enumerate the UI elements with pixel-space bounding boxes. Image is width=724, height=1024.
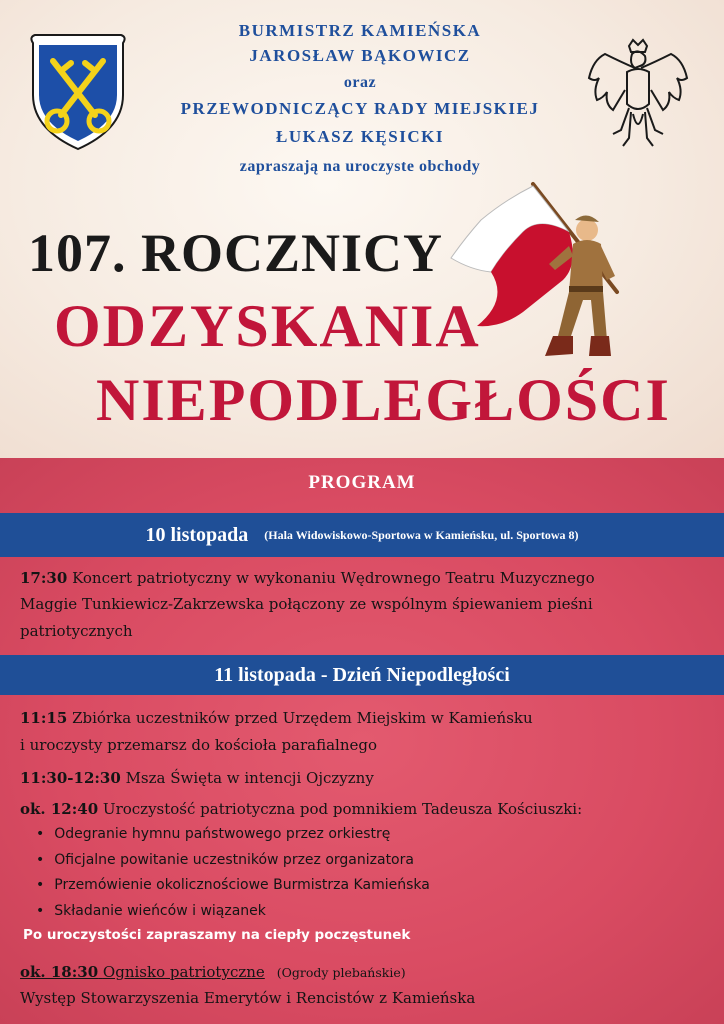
title-line-1: 107. ROCZNICY xyxy=(28,223,444,283)
day2-event4-line-1 xyxy=(20,960,406,985)
polish-eagle-emblem-icon xyxy=(585,38,691,150)
header-line-6: zapraszają na uroczyste obchody xyxy=(239,158,481,175)
title-line-3: NIEPODLEGŁOŚCI xyxy=(96,367,671,433)
day1-location: (Hala Widowiskowo-Sportowa w Kamieńsku, ul. Sportowa 8) xyxy=(264,527,579,542)
day2-event3-time: ok. 12:40 xyxy=(20,800,99,818)
day2-event1-line-2: i uroczysty przemarsz do kościoła parafialnego xyxy=(20,736,378,754)
day2-event2 xyxy=(20,766,374,790)
header-line-3: oraz xyxy=(343,74,377,91)
day2-event2-time: 11:30-12:30 xyxy=(20,769,121,787)
day2-event4-time: ok. 18:30 xyxy=(20,963,99,981)
header-line-1: BURMISTRZ KAMIEŃSKA xyxy=(238,21,482,40)
day2-event3-text: Uroczystość patriotyczna pod pomnikiem Tadeusza Kościuszki: xyxy=(102,800,583,818)
title-line-2: ODZYSKANIA xyxy=(54,293,481,359)
day2-event4-line-2: Występ Stowarzyszenia Emerytów i Rencistów z Kamieńska xyxy=(20,989,476,1007)
header-line-4: PRZEWODNICZĄCY RADY MIEJSKIEJ xyxy=(180,99,540,118)
crossed-keys-coat-of-arms-icon xyxy=(25,33,131,151)
list-item: • Oficjalne powitanie uczestników przez organizatora xyxy=(36,848,430,874)
day1-date: 10 listopada xyxy=(145,523,249,546)
header-line-2: JAROSŁAW BĄKOWICZ xyxy=(249,46,471,65)
day2-event2-text: Msza Święta w intencji Ojczyzny xyxy=(125,769,374,787)
day2-title: 11 listopada - Dzień Niepodległości xyxy=(214,663,510,686)
list-item: • Odegranie hymnu państwowego przez orkiestrę xyxy=(36,822,430,848)
day2-event3 xyxy=(20,797,582,821)
day1-event-line-1 xyxy=(20,566,595,590)
day2-event1-line-1 xyxy=(20,706,533,730)
program-heading: PROGRAM xyxy=(308,472,416,493)
list-item: • Przemówienie okolicznościowe Burmistrza Kamieńska xyxy=(36,873,430,899)
day1-event-line-2: Maggie Tunkiewicz-Zakrzewska połączony ze wspólnym śpiewaniem pieśni xyxy=(20,595,593,613)
day2-event4-heading xyxy=(20,963,265,981)
day2-bar xyxy=(0,655,724,695)
day2-event1-text: Zbiórka uczestników przed Urzędem Miejskim w Kamieńsku xyxy=(72,709,533,727)
day1-event-line-3: patriotycznych xyxy=(20,622,133,640)
ceremony-bullet-list xyxy=(36,822,430,924)
day1-event-text-1: Koncert patriotyczny w wykonaniu Wędrownego Teatru Muzycznego xyxy=(72,569,595,587)
day2-event1-time: 11:15 xyxy=(20,709,68,727)
day1-event-time: 17:30 xyxy=(20,569,68,587)
day1-bar xyxy=(0,513,724,557)
refreshments-note: Po uroczystości zapraszamy na ciepły poczęstunek xyxy=(23,927,411,943)
day2-event4-place: (Ogrody plebańskie) xyxy=(276,965,406,980)
list-item: • Składanie wieńców i wiązanek xyxy=(36,899,430,925)
day2-event4-text: Ognisko patriotyczne xyxy=(102,963,265,981)
header-line-5: ŁUKASZ KĘSICKI xyxy=(276,127,444,146)
